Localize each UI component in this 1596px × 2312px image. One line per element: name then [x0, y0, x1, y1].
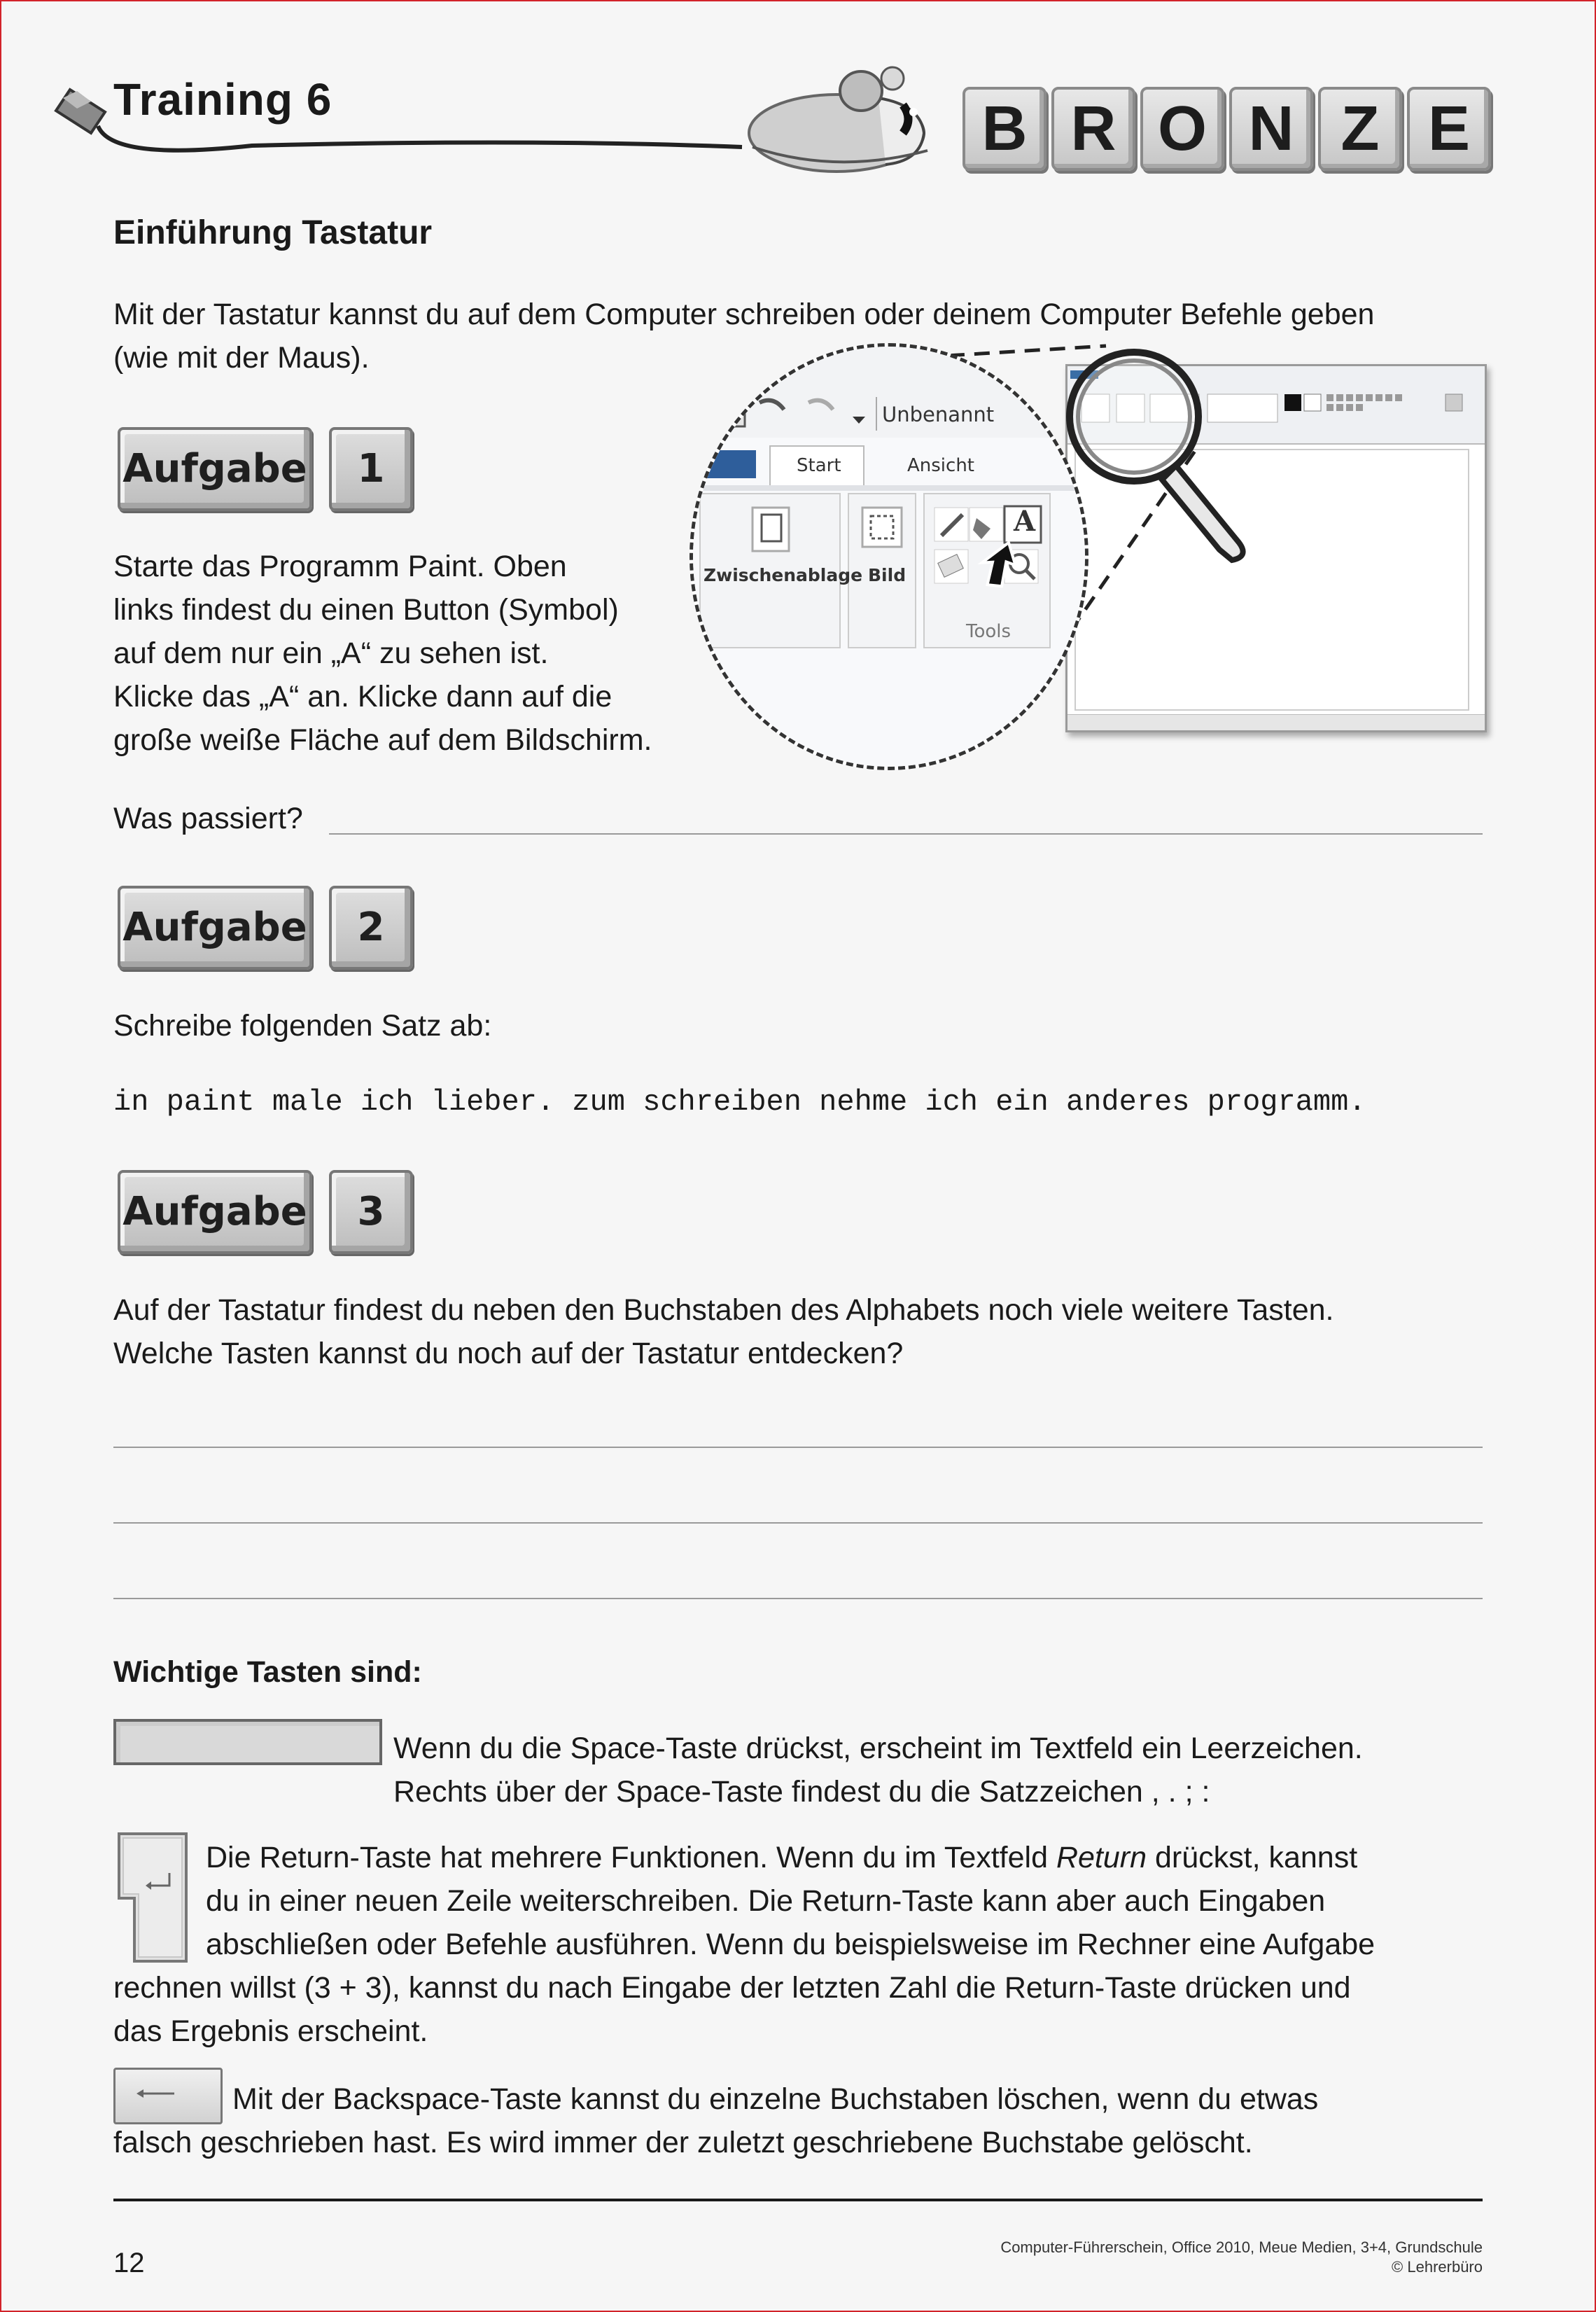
answer-line[interactable] [113, 1447, 1483, 1448]
copy-sentence: in paint male ich lieber. zum schreiben nehme ich ein anderes programm. [113, 1085, 1366, 1119]
group-image-label: Bild [868, 565, 906, 585]
return-text: drückst, kannst [1147, 1841, 1358, 1874]
return-line: du in einer neuen Zeile weiterschreiben. Die Return-Taste kann aber auch Eingaben [206, 1884, 1326, 1918]
text-tool-icon: A [1014, 505, 1036, 538]
task3-text [113, 1288, 1334, 1375]
page-number: 12 [113, 2248, 145, 2278]
level-tile: Z [1318, 87, 1402, 171]
task-label-key: Aufgabe [118, 1170, 312, 1254]
magnifier-icon [1057, 340, 1267, 571]
tab-start: Start [797, 455, 841, 476]
space-line: Rechts über der Space-Taste findest du die Satzzeichen , . ; : [393, 1775, 1210, 1809]
footer-rule [113, 2199, 1483, 2201]
instruction-line: Starte das Programm Paint. Oben [113, 550, 567, 583]
zoom-doc-title: Unbenannt [882, 403, 995, 426]
backspace-key-description [113, 2077, 1483, 2164]
footer-credit [1000, 2238, 1483, 2277]
level-tile: R [1051, 87, 1135, 171]
answer-line[interactable] [113, 1522, 1483, 1524]
instruction-line: links findest du einen Button (Symbol) [113, 593, 619, 627]
task3-line: Welche Tasten kannst du noch auf der Tastatur entdecken? [113, 1337, 904, 1370]
task-number-key: 3 [329, 1170, 413, 1254]
task3-line: Auf der Tastatur findest du neben den Buchstaben des Alphabets noch viele weitere Tasten. [113, 1293, 1334, 1327]
section-heading: Einführung Tastatur [113, 214, 433, 251]
instruction-line: auf dem nur ein „A“ zu sehen ist. [113, 636, 549, 670]
mouse-icon [738, 63, 948, 175]
group-clipboard-label: Zwischenablage [704, 565, 863, 585]
space-key-icon [113, 1719, 382, 1765]
return-line: abschließen oder Befehle ausführen. Wenn du beispielsweise im Rechner eine Aufgabe [206, 1928, 1376, 1961]
return-key-description [113, 1836, 1483, 2053]
tab-ansicht: Ansicht [907, 455, 975, 476]
instruction-line: große weiße Fläche auf dem Bildschirm. [113, 723, 652, 757]
task-number-key: 2 [329, 886, 413, 970]
level-tile: N [1229, 87, 1313, 171]
return-line [113, 1836, 1483, 1879]
keys-heading: Wichtige Tasten sind: [113, 1655, 422, 1689]
return-line: das Ergebnis erscheint. [113, 2014, 428, 2048]
credit-line: © Lehrerbüro [1392, 2258, 1483, 2276]
task-number-key: 1 [329, 427, 413, 511]
answer-line[interactable] [113, 1598, 1483, 1599]
task1-instructions [113, 545, 652, 762]
instruction-line: Klicke das „A“ an. Klicke dann auf die [113, 680, 612, 713]
answer-line[interactable] [329, 833, 1483, 835]
space-line: Wenn du die Space-Taste drückst, erscheint im Textfeld ein Leerzeichen. [393, 1732, 1363, 1765]
task-label-key: Aufgabe [118, 886, 312, 970]
group-tools-label: Tools [966, 621, 1011, 642]
level-tile: E [1407, 87, 1491, 171]
page-title: Training 6 [113, 74, 332, 125]
credit-line: Computer-Führerschein, Office 2010, Meue Medien, 3+4, Grundschule [1000, 2238, 1483, 2256]
intro-line: (wie mit der Maus). [113, 341, 370, 375]
paint-status-bar [1068, 714, 1485, 730]
task-label-key: Aufgabe [118, 427, 312, 511]
task2-instruction: Schreibe folgenden Satz ab: [113, 1009, 492, 1043]
level-tile: B [962, 87, 1046, 171]
level-tile: O [1140, 87, 1224, 171]
return-line: rechnen willst (3 + 3), kannst du nach Eingabe der letzten Zahl die Return-Taste drücken und [113, 1971, 1351, 2005]
question-label: Was passiert? [113, 802, 303, 835]
return-emphasis: Return [1056, 1841, 1147, 1874]
paint-ribbon-zoom [690, 343, 1088, 770]
return-text: Die Return-Taste hat mehrere Funktionen. Wenn du im Textfeld [206, 1841, 1056, 1874]
intro-line: Mit der Tastatur kannst du auf dem Computer schreiben oder deinem Computer Befehle geben [113, 298, 1375, 331]
space-key-description [393, 1727, 1363, 1813]
backspace-line: falsch geschrieben hast. Es wird immer der zuletzt geschriebene Buchstabe gelöscht. [113, 2126, 1253, 2159]
backspace-line: Mit der Backspace-Taste kannst du einzelne Buchstaben löschen, wenn du etwas [232, 2082, 1319, 2116]
